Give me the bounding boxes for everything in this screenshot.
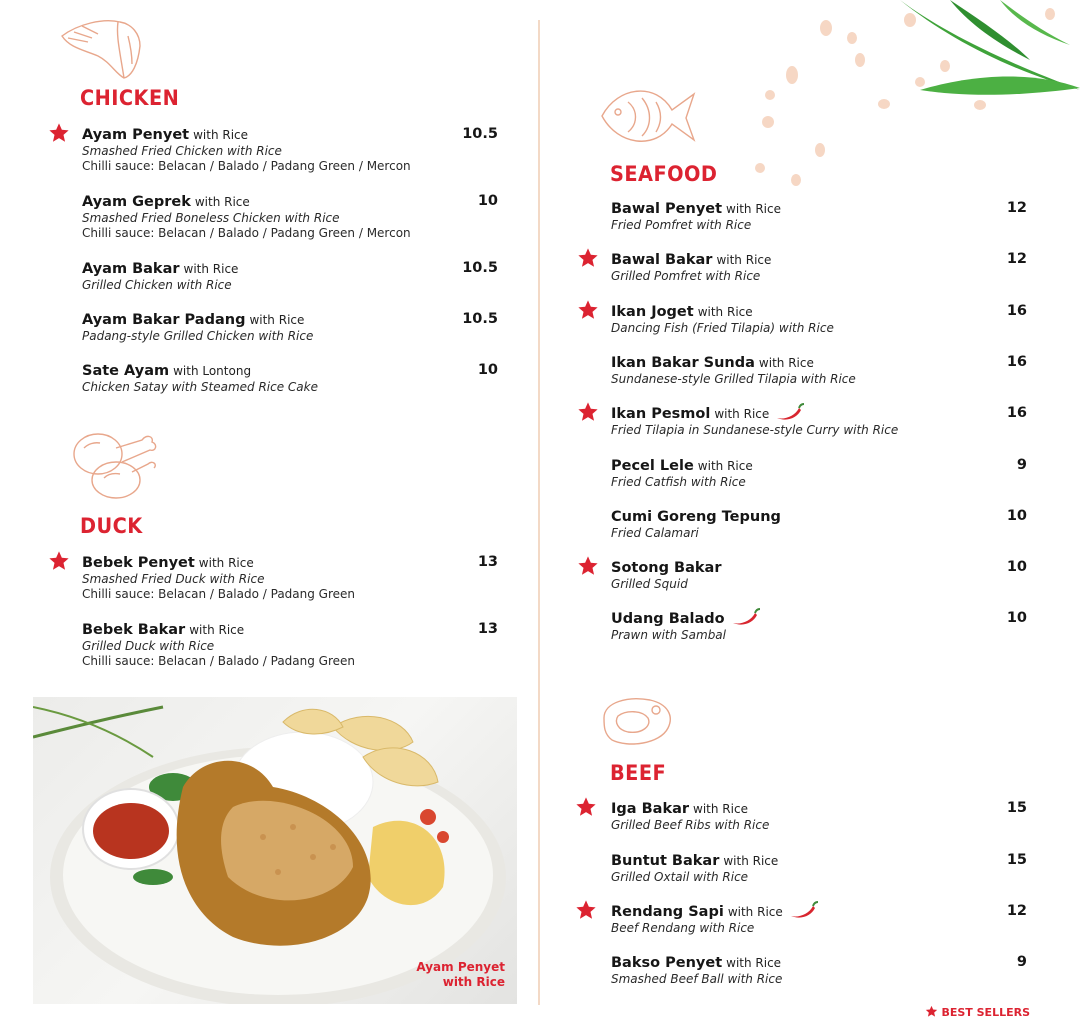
- star-icon: [48, 122, 70, 144]
- menu-item[interactable]: [611, 507, 1027, 541]
- item-price: 9: [1016, 954, 1027, 970]
- item-suffix: with Rice: [198, 556, 254, 570]
- item-name: Bebek Bakar: [82, 622, 186, 638]
- seafood-section-title: SEAFOOD: [610, 162, 718, 186]
- item-description: Fried Pomfret with Rice: [611, 218, 752, 232]
- item-sauce: Chilli sauce: Belacan / Balado / Padang Green / Mercon: [82, 226, 411, 240]
- fish-sketch-icon: [598, 80, 698, 154]
- item-suffix: with Rice: [727, 905, 783, 919]
- item-name: Ayam Geprek: [82, 194, 191, 210]
- menu-item[interactable]: [611, 609, 1027, 643]
- menu-item[interactable]: [611, 302, 1027, 336]
- star-icon: [48, 550, 70, 572]
- item-name: Ikan Joget: [611, 304, 694, 320]
- item-price: 12: [1006, 251, 1027, 267]
- column-divider: [538, 20, 540, 1005]
- item-name: Cumi Goreng Tepung: [611, 509, 781, 525]
- item-description: Grilled Squid: [611, 577, 688, 591]
- menu-item[interactable]: [82, 553, 498, 602]
- menu-item[interactable]: [82, 259, 498, 293]
- menu-item[interactable]: [611, 199, 1027, 233]
- item-name: Udang Balado: [611, 611, 725, 627]
- star-icon: [577, 401, 599, 423]
- item-description: Grilled Pomfret with Rice: [611, 269, 761, 283]
- item-name: Ikan Bakar Sunda: [611, 355, 755, 371]
- item-suffix: with Rice: [193, 128, 249, 142]
- item-name: Bakso Penyet: [611, 955, 723, 971]
- item-price: 10: [1006, 559, 1027, 575]
- item-price: 15: [1006, 800, 1027, 816]
- item-description: Prawn with Sambal: [611, 628, 726, 642]
- item-price: 10.5: [462, 260, 498, 276]
- item-name: Iga Bakar: [611, 801, 690, 817]
- item-price: 16: [1006, 303, 1027, 319]
- menu-item[interactable]: [611, 353, 1027, 387]
- item-description: Smashed Fried Boneless Chicken with Rice: [82, 211, 340, 225]
- item-price: 10: [477, 193, 498, 209]
- item-suffix: with Rice: [189, 623, 245, 637]
- item-name: Bawal Penyet: [611, 201, 723, 217]
- item-description: Chicken Satay with Steamed Rice Cake: [82, 380, 318, 394]
- star-icon: [575, 899, 597, 921]
- item-price: 12: [1006, 200, 1027, 216]
- steak-sketch-icon: [598, 694, 678, 750]
- menu-item[interactable]: [82, 310, 498, 344]
- item-sauce: Chilli sauce: Belacan / Balado / Padang Green: [82, 654, 356, 668]
- item-description: Smashed Fried Chicken with Rice: [82, 144, 282, 158]
- item-name: Ikan Pesmol: [611, 406, 711, 422]
- chili-icon: [775, 402, 805, 422]
- item-suffix: with Rice: [723, 854, 779, 868]
- item-price: 13: [477, 621, 498, 637]
- item-name: Bebek Penyet: [82, 555, 195, 571]
- item-sauce: Chilli sauce: Belacan / Balado / Padang Green / Mercon: [82, 159, 411, 173]
- chili-icon: [789, 900, 819, 920]
- item-description: Grilled Chicken with Rice: [82, 278, 232, 292]
- star-icon: [577, 247, 599, 269]
- menu-item[interactable]: [611, 902, 1027, 936]
- item-description: Beef Rendang with Rice: [611, 921, 755, 935]
- item-description: Sundanese-style Grilled Tilapia with Rice: [611, 372, 856, 386]
- item-name: Ayam Bakar Padang: [82, 312, 246, 328]
- item-description: Grilled Oxtail with Rice: [611, 870, 749, 884]
- item-suffix: with Rice: [693, 802, 748, 816]
- menu-item[interactable]: [611, 799, 1027, 833]
- menu-item[interactable]: [82, 125, 498, 174]
- menu-item[interactable]: [611, 250, 1027, 284]
- item-price: 12: [1006, 903, 1027, 919]
- item-price: 16: [1006, 354, 1027, 370]
- item-price: 9: [1016, 457, 1027, 473]
- drumstick-sketch-icon: [70, 428, 160, 502]
- item-name: Pecel Lele: [611, 458, 694, 474]
- menu-item[interactable]: [611, 851, 1027, 885]
- legend-label: BEST SELLERS: [941, 1006, 1030, 1019]
- menu-item[interactable]: [611, 404, 1027, 438]
- menu-item[interactable]: [82, 192, 498, 241]
- item-suffix: with Rice: [714, 407, 770, 421]
- beef-section-title: BEEF: [610, 761, 667, 785]
- item-price: 15: [1006, 852, 1027, 868]
- item-suffix: with Rice: [697, 305, 753, 319]
- chicken-section-title: CHICKEN: [80, 86, 180, 110]
- menu-item[interactable]: [611, 456, 1027, 490]
- item-name: Sate Ayam: [82, 363, 170, 379]
- item-name: Sotong Bakar: [611, 560, 722, 576]
- ayam-penyet-illustration: [33, 697, 517, 1004]
- item-suffix: with Lontong: [173, 364, 252, 378]
- star-icon: [577, 299, 599, 321]
- item-name: Bawal Bakar: [611, 252, 713, 268]
- item-price: 10: [1006, 610, 1027, 626]
- menu-item[interactable]: [611, 558, 1027, 592]
- item-suffix: with Rice: [726, 202, 781, 216]
- photo-caption-line1: Ayam Penyet: [416, 960, 505, 974]
- item-price: 10.5: [462, 311, 498, 327]
- item-suffix: with Rice: [194, 195, 250, 209]
- item-name: Ayam Bakar: [82, 261, 180, 277]
- item-price: 13: [477, 554, 498, 570]
- item-description: Grilled Beef Ribs with Rice: [611, 818, 770, 832]
- food-photo: [33, 697, 517, 1004]
- item-price: 10: [477, 362, 498, 378]
- item-name: Buntut Bakar: [611, 853, 720, 869]
- duck-section-title: DUCK: [80, 514, 143, 538]
- item-description: Fried Catfish with Rice: [611, 475, 746, 489]
- item-suffix: with Rice: [716, 253, 772, 267]
- item-price: 10: [1006, 508, 1027, 524]
- leaf-decoration: [880, 0, 1080, 100]
- item-suffix: with Rice: [758, 356, 814, 370]
- star-icon: [575, 796, 597, 818]
- item-price: 16: [1006, 405, 1027, 421]
- item-name: Rendang Sapi: [611, 904, 724, 920]
- item-description: Grilled Duck with Rice: [82, 639, 215, 653]
- star-icon: [925, 1005, 938, 1018]
- menu-item[interactable]: [611, 953, 1027, 987]
- item-description: Dancing Fish (Fried Tilapia) with Rice: [611, 321, 834, 335]
- item-name: Ayam Penyet: [82, 127, 190, 143]
- item-suffix: with Rice: [726, 956, 782, 970]
- item-suffix: with Rice: [183, 262, 239, 276]
- menu-item[interactable]: [82, 620, 498, 669]
- item-description: Smashed Fried Duck with Rice: [82, 572, 265, 586]
- chicken-wing-sketch-icon: [58, 14, 148, 84]
- item-description: Fried Tilapia in Sundanese-style Curry with Rice: [611, 423, 899, 437]
- item-price: 10.5: [462, 126, 498, 142]
- item-description: Smashed Beef Ball with Rice: [611, 972, 783, 986]
- item-sauce: Chilli sauce: Belacan / Balado / Padang Green: [82, 587, 356, 601]
- item-description: Fried Calamari: [611, 526, 699, 540]
- photo-caption: [416, 960, 505, 990]
- photo-caption-line2: with Rice: [442, 975, 505, 989]
- chili-icon: [731, 607, 761, 627]
- item-suffix: with Rice: [249, 313, 305, 327]
- best-sellers-legend: [925, 1005, 1030, 1019]
- item-suffix: with Rice: [697, 459, 753, 473]
- item-description: Padang-style Grilled Chicken with Rice: [82, 329, 314, 343]
- star-icon: [577, 555, 599, 577]
- menu-item[interactable]: [82, 361, 498, 395]
